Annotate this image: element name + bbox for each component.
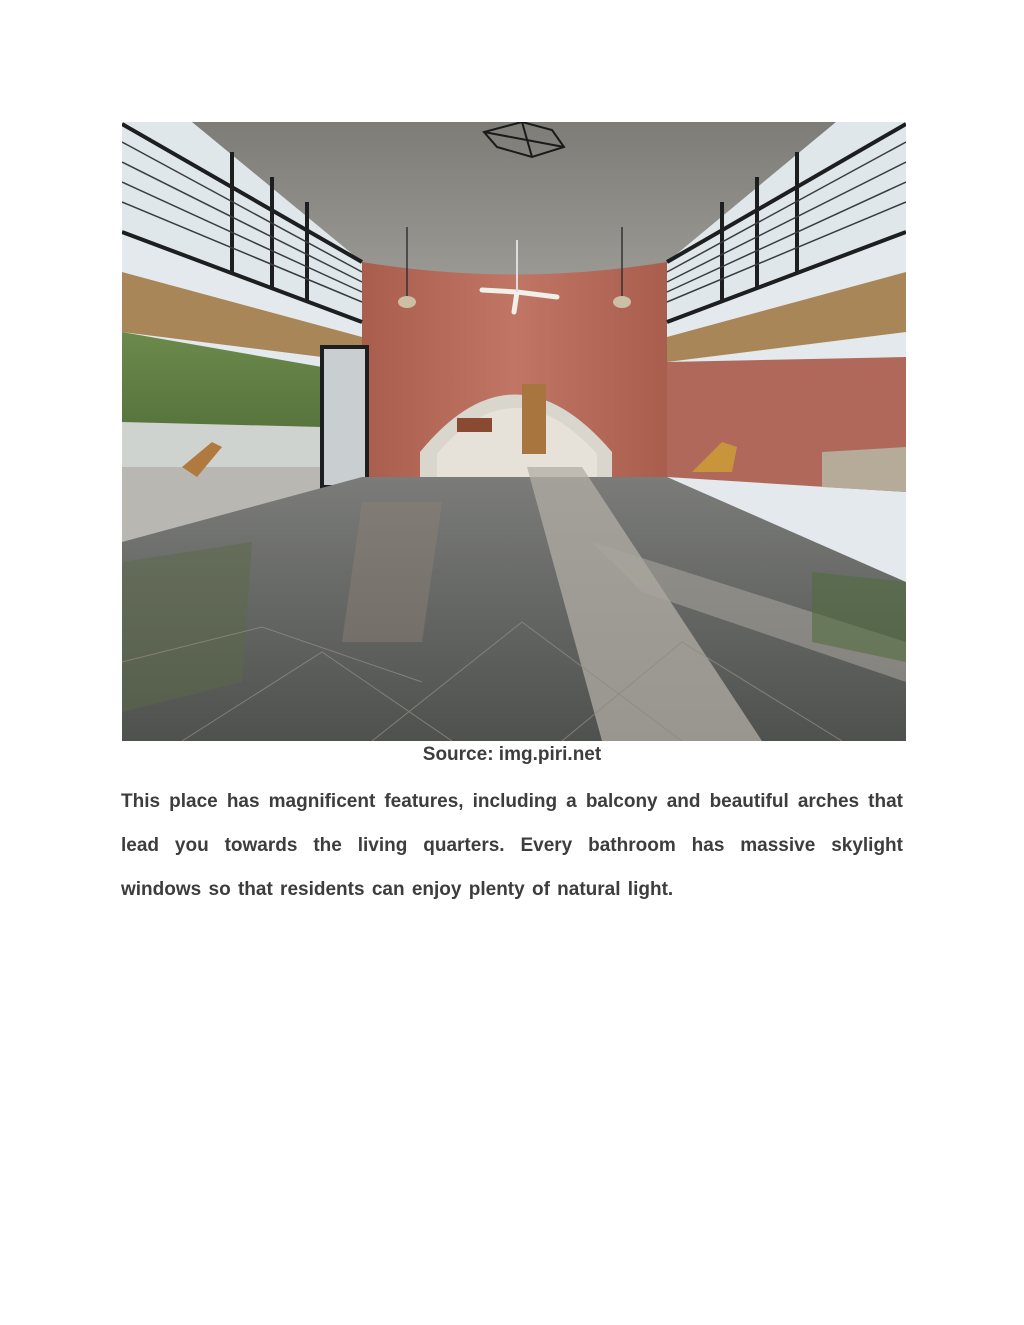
image-source-caption: Source: img.piri.net [422,744,602,765]
interior-photo [122,122,906,741]
body-paragraph: This place has magnificent features, including a balcony and beautiful arches that lead you towards the living quarters. Every bathroom has massive skylight windows so that residents can enjoy plenty of natural light. [121,791,903,900]
